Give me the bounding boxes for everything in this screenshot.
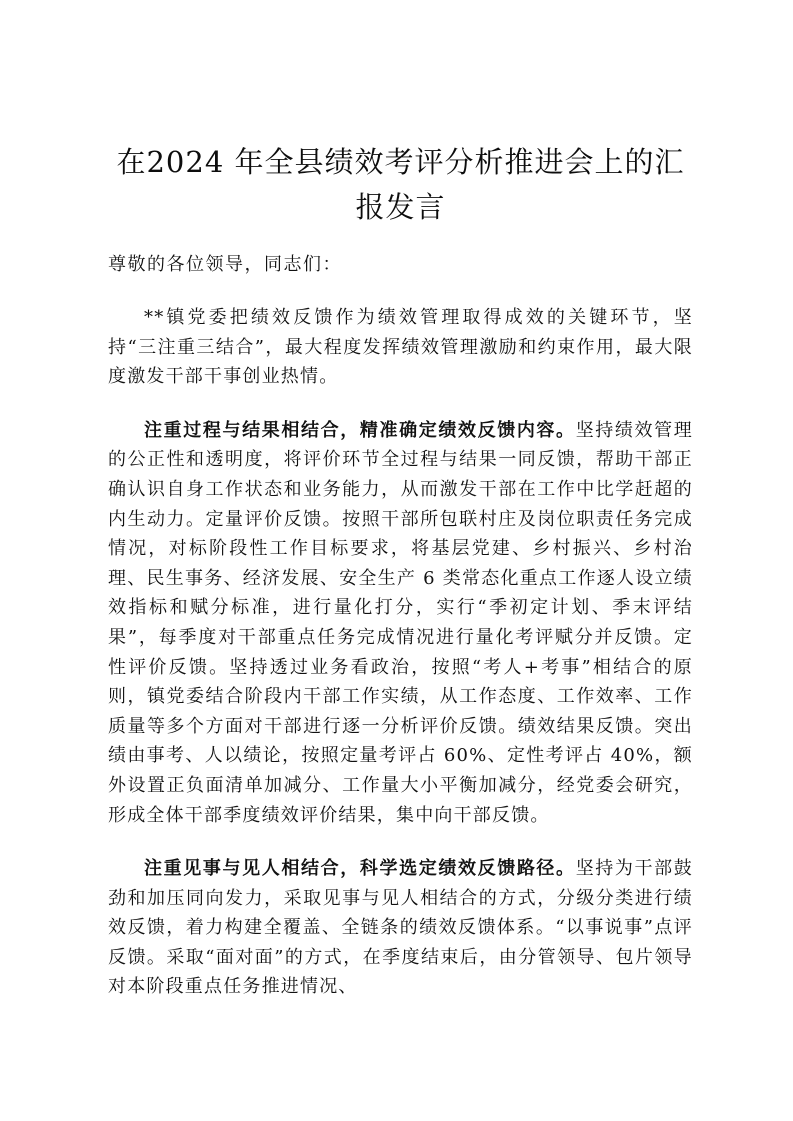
section-paragraph-2 (108, 854, 693, 1002)
document-title: 在2024 年全县绩效考评分析推进会上的汇报发言 (116, 145, 685, 224)
intro-paragraph: **镇党委把绩效反馈作为绩效管理取得成效的关键环节，坚持“三注重三结合”，最大程度发挥绩效管理激励和约束作用，最大限度激发干部干事创业热情。 (108, 307, 693, 388)
section-1-body: 坚持绩效管理的公正性和透明度，将评价环节全过程与结果一同反馈，帮助干部正确认识自身工作状态和业务能力，从而激发干部在工作中比学赶超的内生动力。定量评价反馈。按照干部所包联村庄及岗位职责任务完成情况，对标阶段性工作目标要求，将基层党建、乡村振兴、乡村治理、民生事务、经济发展、安全生产 6 类常态化重点工作逐人设立绩效指标和赋分标准，进行量化打分，实行“季初定计划、季末评结果”，每季度对干部重点任务完成情况进行量化考评赋分并反馈。定性评价反馈。坚持透过业务看政治，按照“考人+考事”相结合的原则，镇党委结合阶段内干部工作实绩，从工作态度、工作效率、工作质量等多个方面对干部进行逐一分析评价反馈。绩效结果反馈。突出绩由事考、人以绩论，按照定量考评占 60%、定性考评占 40%，额外设置正负面清单加减分、工作量大小平衡加减分，经党委会研究，形成全体干部季度绩效评价结果，集中向干部反馈。 (108, 419, 693, 826)
section-2-body: 坚持为干部鼓劲和加压同向发力，采取见事与见人相结合的方式，分级分类进行绩效反馈，着力构建全覆盖、全链条的绩效反馈体系。“以事说事”点评反馈。采取“面对面”的方式，在季度结束后，由分管领导、包片领导对本阶段重点任务推进情况、 (108, 858, 693, 998)
greeting-line: 尊敬的各位领导，同志们： (108, 254, 342, 275)
section-2-heading: 注重见事与见人相结合，科学选定绩效反馈路径。 (144, 858, 576, 880)
section-1-heading: 注重过程与结果相结合，精准确定绩效反馈内容。 (144, 419, 576, 441)
section-paragraph-1 (108, 416, 693, 830)
